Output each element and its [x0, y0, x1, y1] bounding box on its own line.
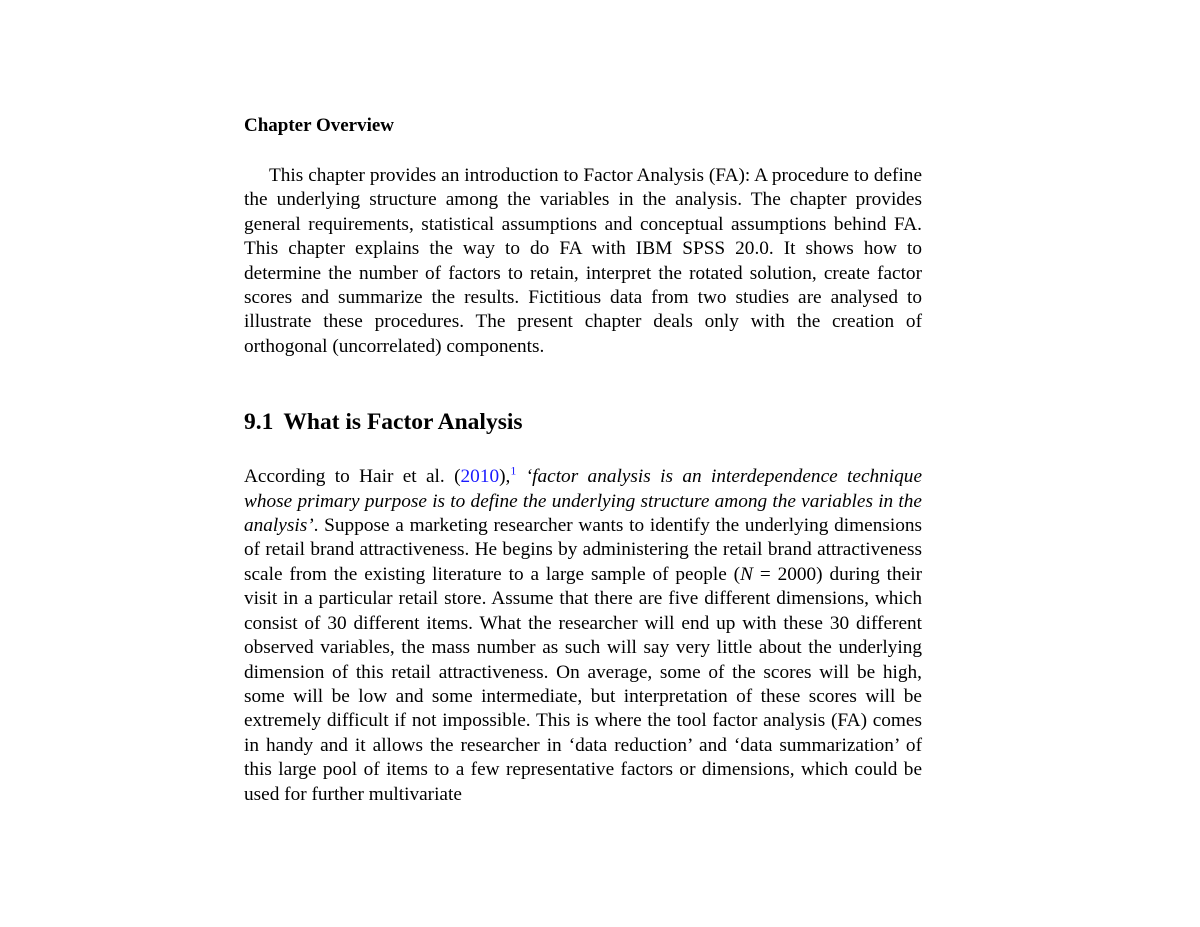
citation-link[interactable]: 2010: [460, 466, 500, 488]
chapter-overview-heading: Chapter Overview: [244, 115, 395, 136]
chapter-overview-paragraph: This chapter provides an introduction to Factor Analysis (FA): A procedure to define the underlying structure among the variables in the analysis. The chapter provides general requirements, statistical assumptions and conceptual assumptions behind FA. This chapter explains the way to do FA with IBM SPSS 20.0. It shows how to determine the number of factors to retain, interpret the rotated solution, create factor scores and summarize the results. Fictitious data from two studies are analysed to illustrate these procedures. The present chapter deals only with the creation of orthogonal (uncorrelated) components.: [244, 165, 922, 357]
paragraph-text-1: . Suppose a marketing researcher wants to identify the underlying dimensions of retail brand attractiveness. He begins by administering the retail brand attractiveness scale from the existing literature to a large sample of people (: [244, 515, 922, 585]
paragraph-text-2: = 2000) during their visit in a particular retail store. Assume that there are five different dimensions, which consist of 30 different items. What the researcher will end up with these 30 different observed variables, the mass number as such will say very little about the underlying dimension of this retail attractiveness. On average, some of the scores will be high, some will be low and some intermediate, but interpretation of these scores will be extremely difficult if not impossible. This is where the tool factor analysis (FA) comes in handy and it allows the researcher in ‘data reduction’ and ‘data summarization’ of this large pool of items to a few representative factors or dimensions, which could be used for further multivariate: [244, 563, 923, 805]
footnote-link[interactable]: 1: [510, 463, 517, 478]
section-title: What is Factor Analysis: [283, 409, 523, 436]
page-content: [244, 112, 922, 807]
n-symbol: N: [740, 563, 753, 585]
section-paragraph: [244, 465, 922, 807]
definition-quote: ‘factor analysis is an interdependence technique whose primary purpose is to define the underlying structure among the variables in the analysis’: [244, 466, 922, 537]
intro-prefix: According to Hair et al. (: [244, 466, 461, 488]
intro-after-citation: ),: [499, 466, 511, 488]
section-heading: [244, 407, 922, 437]
section-number: 9.1: [244, 409, 274, 436]
